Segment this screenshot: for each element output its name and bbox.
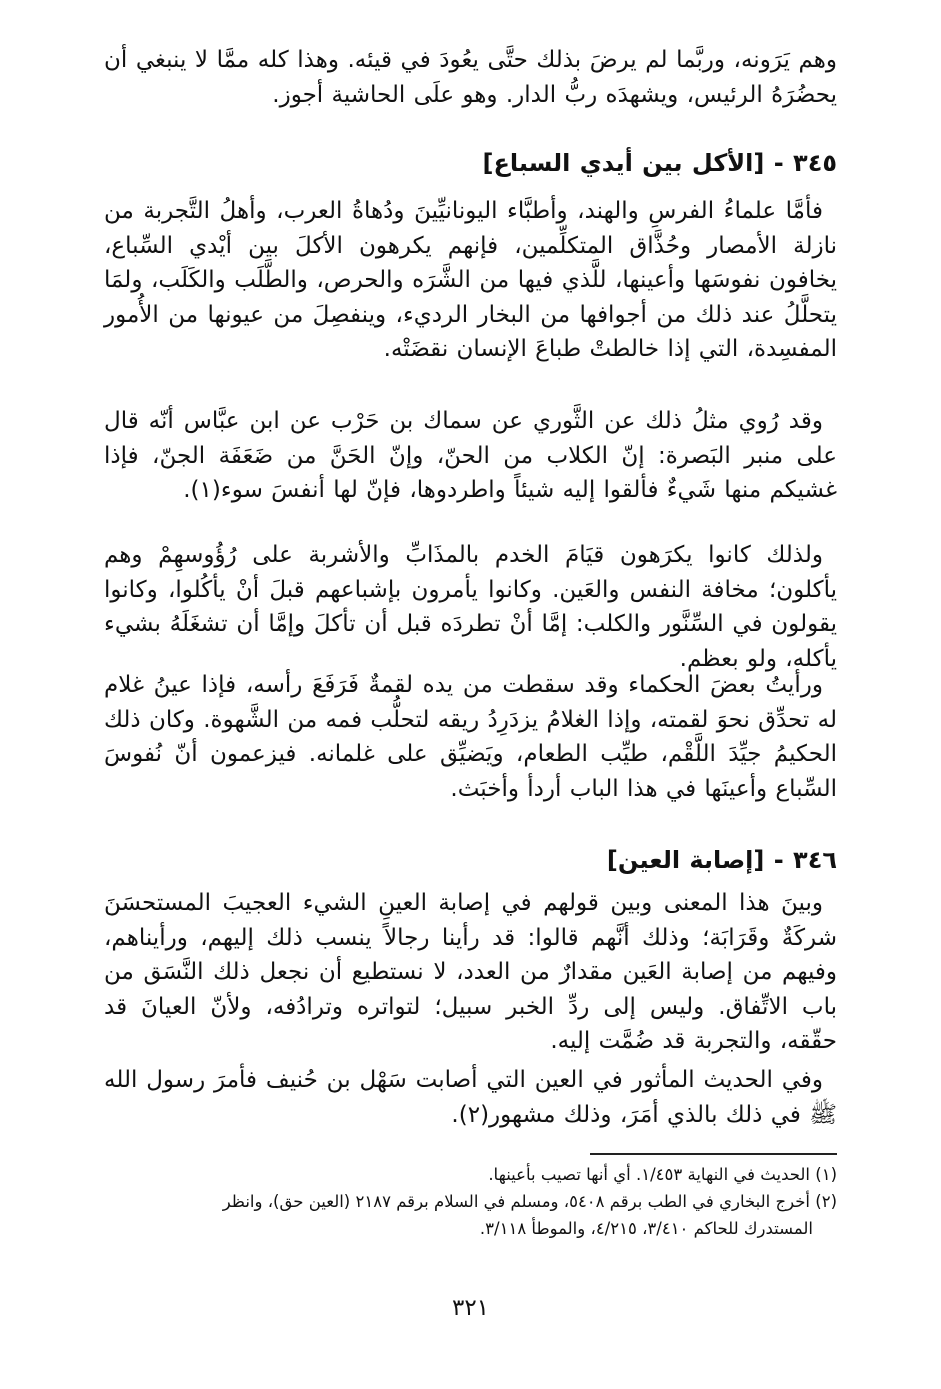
paragraph-servants-cats-dogs: ولذلك كانوا يكرَهون قيَامَ الخدم بالمذَابِّ والأشربة على رُؤُوسهِمْ وهم يأكلون؛ مخافة النفس والعَين. وكانوا يأمرون بإشباعهم قبلَ أنْ يأكُلوا، وكانوا يقولون في السِّنَّور والكلب: إمَّا أنْ تطردَه قبل أن تأكلَ وإمَّا أن تشغَلَهُ بشيء يأكله، ولو بعظم. [104, 542, 837, 672]
paragraph-eating-before-beasts: فأمَّا علماءُ الفرسِ والهند، وأطبَّاء اليونانيِّينَ ودُهاةُ العرب، وأهلُ التَّجربة من نازلة الأمصار وحُذَّاق المتكلِّمين، فإنهم يكرهون الأكلَ بين أيْدي السِّباع، يخافون نفوسَها وأعينها، للَّذي فيها من الشَّرَه والحرص، والطَّلَب والكَلَب، ولمَا يتحلَّلُ عند ذلك من أجوافها من البخار الرديء، وينفصِلَ من عيونها من الأُمور المفسِدة، التي إذا خالطتْ طباعَ الإنسان نقضَتْه. [104, 198, 837, 362]
page-number: ٣٢١ [451, 1295, 490, 1321]
footnote-2: (٢) أخرج البخاري في الطب برقم ٥٤٠٨، ومسلم في السلام برقم ٢١٨٧ (العين حق)، وانظر [222, 1192, 837, 1211]
paragraph-continued: وهم يَرَونه، وربَّما لم يرضَ بذلك حتَّى يعُودَ في قيئه. وهذا كله ممَّا لا ينبغي أن يحضُرَهُ الرئيس، ويشهدَه ربُّ الدار. وهو علَى الحاشية أجوز. [104, 47, 837, 108]
section-heading-345: ٣٤٥ - [الأكل بين أيدي السباع] [482, 149, 837, 177]
footnotes [104, 1161, 837, 1242]
footnote-1: (١) الحديث في النهاية ١/٤٥٣. أي أنها تصيب بأعينها. [488, 1165, 837, 1184]
paragraph-evil-eye: وبينَ هذا المعنى وبين قولهم في إصابة العينِ الشيء العجيبَ المستحسَنَ شركَةٌ وقَرَابَة؛ وذلك أنَّهم قالوا: قد رأينا رجالاً ينسب ذلك إليهم، ورأيناهم، وفيهم من إصابة العَين مقدارٌ من العدد، لا نستطيع أن نجعل ذلك النَّسَق من باب الاتِّفاق. وليس إلى ردِّ الخبر سبيل؛ لتواتره وترادُفه، ولأنّ العيانَ قد حقّقه، والتجربة قد ضُمَّت إليه. [104, 890, 837, 1054]
footnote-2-continued: المستدرك للحاكم ٣/٤١٠، ٤/٢١٥، والموطأ ٣/١١٨. [479, 1219, 813, 1238]
paragraph-wise-man-morsel: ورأيتُ بعضَ الحكماء وقد سقطت من يده لقمةٌ فَرَفَعَ رأسه، فإذا عينُ غلام له تحدِّق نحوَ لقمته، وإذا الغلامُ يزدَرِدُ ريقه لتحلُّب فمه من الشَّهوة. وكان ذلك الحكيمُ جيِّدَ اللَّقْم، طيِّب الطعام، ويَضيِّق على غلمانه. فيزعمون أنّ نُفوسَ السِّباع وأعينَها في هذا الباب أردأ وأخبَث. [104, 672, 837, 802]
paragraph-thawri-narration: وقد رُوي مثلُ ذلك عن الثَّوري عن سماك بن حَرْب عن ابن عبَّاس أنّه قال على منبر البَصرة: إنّ الكلاب من الحنّ، وإنّ الحَنَّ من ضَعَفَة الجنّ، فإذا غشيكم منها شَيءٌ فألقوا إليه شيئاً واطردوها، فإنّ لها أنفسَ سوء(١). [104, 408, 837, 503]
footnote-divider [590, 1153, 837, 1155]
section-heading-346: ٣٤٦ - [إصابة العين] [606, 846, 837, 874]
paragraph-hadith-sahl: وفي الحديث المأثور في العين التي أصابت سَهْل بن حُنيف فأمرَ رسول الله ﷺ في ذلك بالذي أمَرَ، وذلك مشهور(٢). [104, 1067, 837, 1128]
